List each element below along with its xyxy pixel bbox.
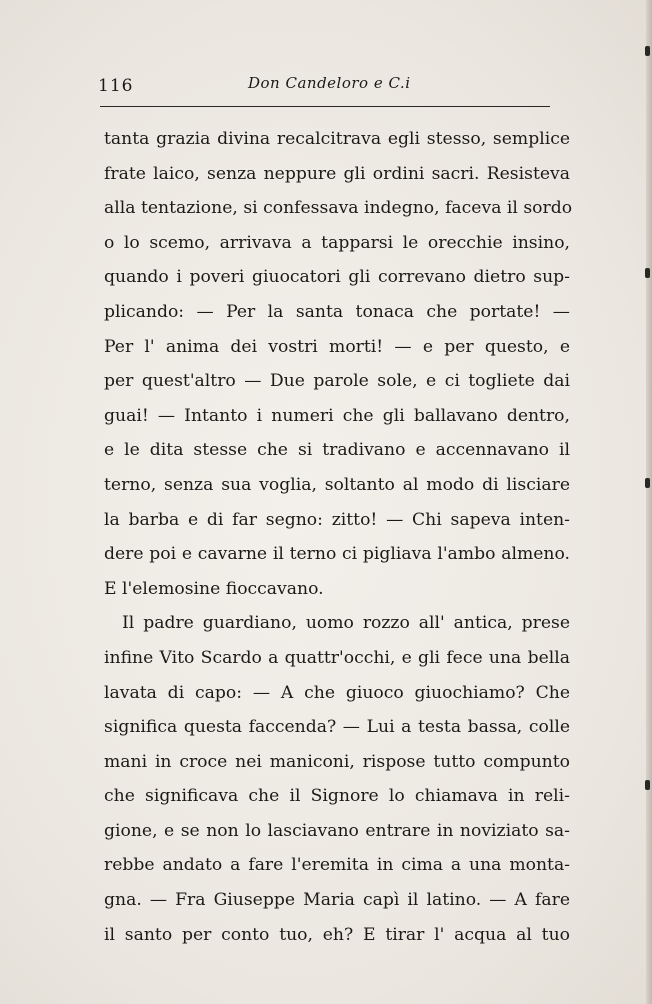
text-line: Il padre guardiano, uomo rozzo all' antica, prese: [122, 613, 570, 634]
text-line: lavata di capo: — A che giuoco giuochiamo? Che: [104, 682, 570, 703]
text-line: frate laico, senza neppure gli ordini sacri. Resisteva: [104, 163, 570, 184]
text-line: o lo scemo, arrivava a tapparsi le orecchie insino,: [104, 232, 570, 253]
text-line: la barba e di far segno: zitto! — Chi sapeva inten-: [104, 509, 570, 530]
text-line: infine Vito Scardo a quattr'occhi, e gli fece una bella: [104, 647, 570, 668]
header-rule: [100, 106, 550, 107]
text-line: alla tentazione, si confessava indegno, faceva il sordo: [104, 198, 573, 219]
text-line: per quest'altro — Due parole sole, e ci togliete dai: [104, 371, 570, 392]
edge-mark: [645, 478, 650, 488]
text-line: plicando: — Per la santa tonaca che portate! —: [104, 301, 570, 322]
text-line: gna. — Fra Giuseppe Maria capì il latino. — A fare: [104, 890, 570, 911]
text-line: e le dita stesse che si tradivano e accennavano il: [104, 440, 570, 461]
text-line: guai! — Intanto i numeri che gli ballavano dentro,: [104, 405, 570, 426]
text-line: il santo per conto tuo, eh? E tirar l' acqua al tuo: [104, 924, 570, 945]
body-text: [104, 122, 573, 952]
text-line: terno, senza sua voglia, soltanto al modo di lisciare: [104, 474, 570, 495]
text-line: rebbe andato a fare l'eremita in cima a una monta-: [104, 855, 570, 876]
edge-mark: [645, 268, 650, 278]
text-line: mani in croce nei maniconi, rispose tutto compunto: [104, 751, 570, 772]
page-edge: [646, 0, 652, 1004]
text-line: dere poi e cavarne il terno ci pigliava l'ambo almeno.: [104, 544, 570, 565]
text-line: Per l' anima dei vostri morti! — e per questo, e: [104, 336, 570, 357]
running-title: Don Candeloro e C.i: [248, 74, 411, 92]
text-line: che significava che il Signore lo chiamava in reli-: [104, 786, 570, 807]
edge-mark: [645, 780, 650, 790]
text-line: E l'elemosine fioccavano.: [104, 578, 324, 599]
text-line: quando i poveri giuocatori gli correvano dietro sup-: [104, 267, 570, 288]
edge-mark: [645, 46, 650, 56]
page-number: 116: [98, 76, 134, 96]
text-line: gione, e se non lo lasciavano entrare in noviziato sa-: [104, 820, 570, 841]
text-line: significa questa faccenda? — Lui a testa bassa, colle: [104, 717, 570, 738]
text-line: tanta grazia divina recalcitrava egli stesso, semplice: [104, 129, 570, 149]
